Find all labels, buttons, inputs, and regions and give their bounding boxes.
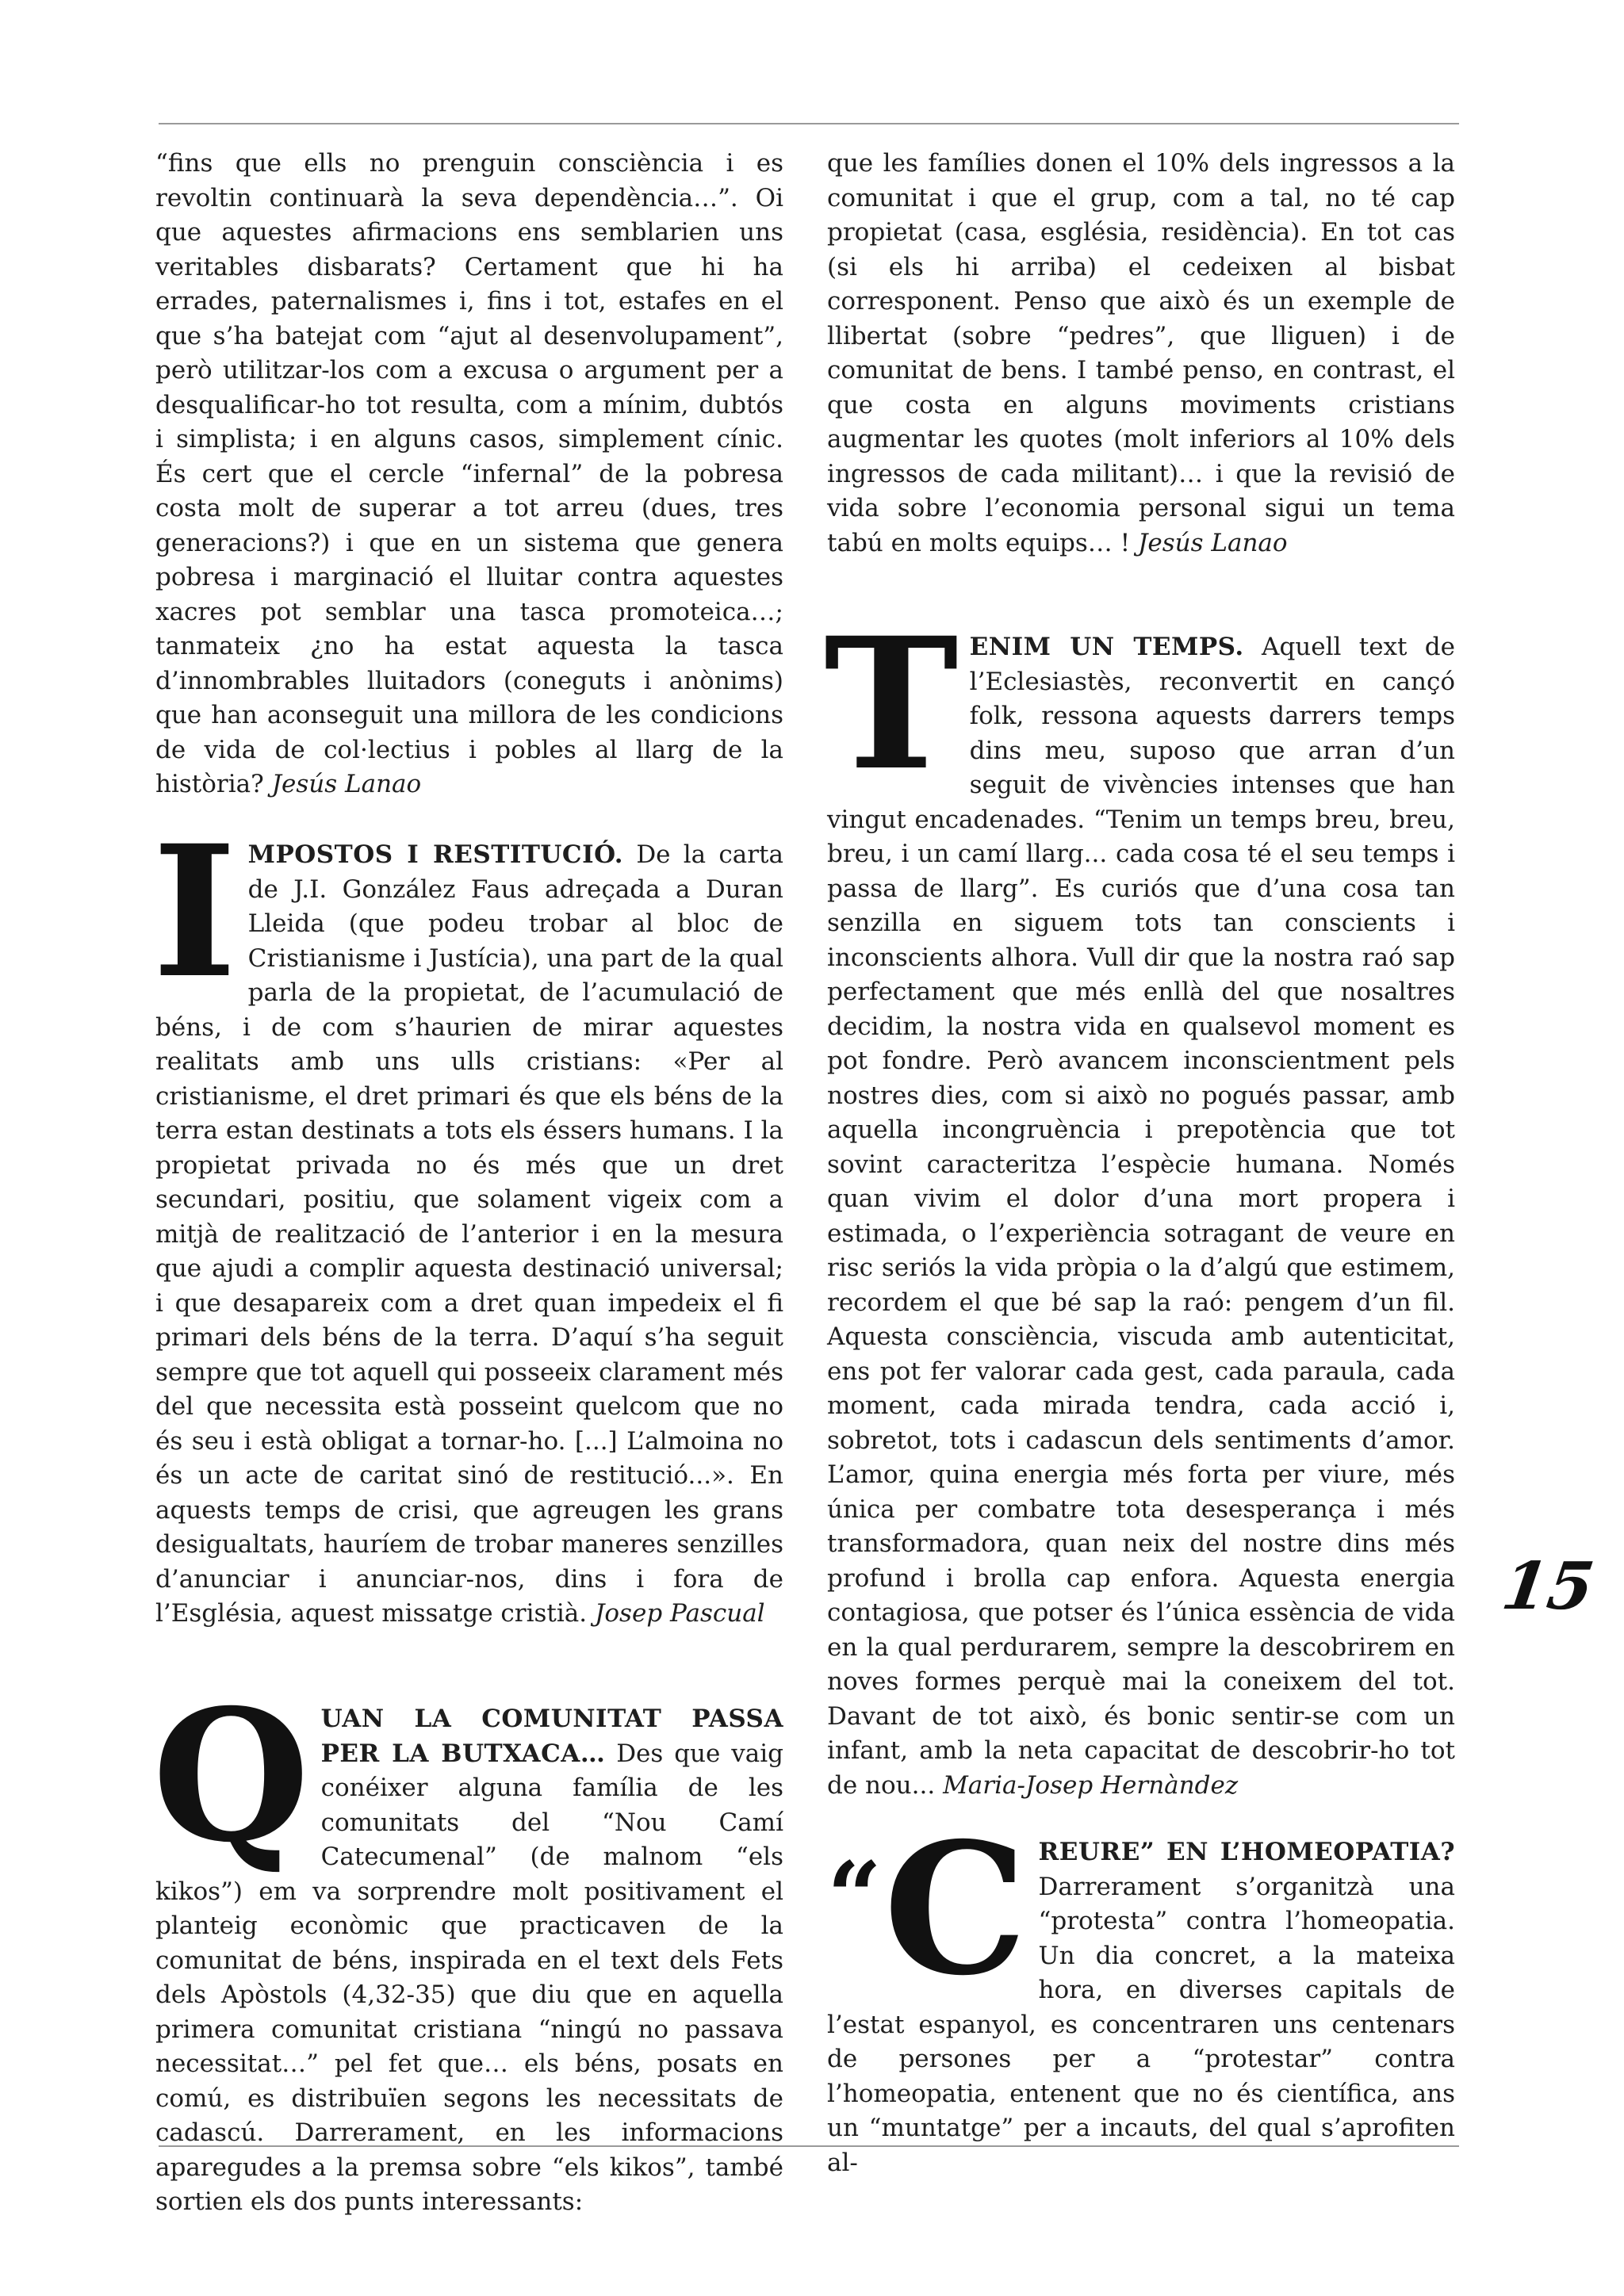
article-heading: ENIM UN TEMPS. xyxy=(969,633,1244,661)
author-signature: Jesús Lanao xyxy=(1137,528,1288,557)
paragraph xyxy=(827,147,1455,561)
author-signature: Jesús Lanao xyxy=(271,770,422,798)
top-rule xyxy=(159,123,1459,124)
author-signature: Josep Pascual xyxy=(594,1599,765,1628)
article-heading: MPOSTOS I RESTITUCIÓ. xyxy=(247,840,624,869)
dropcap-letter: Q xyxy=(152,1670,310,1882)
article-heading: REURE” EN L’HOMEOPATIA? xyxy=(1038,1838,1455,1866)
paragraph-text: Aquell text de l’Eclesiastès, reconvertit en cançó folk, ressona aquests darrers temps dins meu, suposo que arran d’un seguit de vivències intenses que han vingut encadenades. “Tenim un temps breu, breu, breu, i un camí llarg... cada cosa té el seu temps i passa de llarg”. Es curiós que d’una cosa tan senzilla en siguem tots tan conscients i inconscients alhora. Vull dir que la nostra raó sap perfectament que més enllà del que nosaltres decidim, la nostra vida en qualsevol moment es pot fondre. Però avancem inconscientment pels nostres dies, com si això no pogués passar, amb aquella incongruència i prepotència que tot sovint caracteritza l’espècie humana. Només quan vivim el dolor d’una mort propera i estimada, o l’experiència sotragant de veure en risc seriós la vida pròpia o la d’algú que estimem, recordem el que bé sap la raó: pengem d’un fil. Aquesta consciència, viscuda amb autenticitat, ens pot fer valorar cada gest, cada paraula, cada moment, cada mirada tendra, cada acció i, sobretot, tots i cadascun dels sentiments d’amor. L’amor, quina energia més forta per viure, més única per combatre tota desesperança i més transformadora, quan neix del nostre dins més profund i brolla cap enfora. Aquesta energia contagiosa, que potser és l’única essència de vida en la qual perdurarem, sempre la descobrirem en noves formes perquè mai la coneixem del tot. Davant de tot això, és bonic sentir-se com un infant, amb la neta capacitat de descobrir-ho tot de nou... xyxy=(827,633,1455,1800)
paragraph xyxy=(155,838,783,1632)
dropcap-letter: C xyxy=(883,1803,1028,2015)
right-column xyxy=(824,147,1455,2180)
article-quan xyxy=(152,1670,783,2220)
paragraph-text: “fins que ells no prenguin consciència i es revoltin continuarà la seva dependència…”. Oi que aquestes afirmacions ens semblarien uns veritables disbarats? Certament que hi ha errades, paternalismes i, fins i tot, estafes en el que s’ha batejat com “ajut al desenvolupament”, però utilitzar-los com a excusa o argument per a desqualificar-ho tot resulta, com a mínim, dubtós i simplista; i en alguns casos, simplement cínic. És cert que el cercle “infernal” de la pobresa costa molt de superar a tot arreu (dues, tres generacions?) i que en un sistema que genera pobresa i marginació el lluitar contra aquestes xacres pot semblar una tasca promoteica…; tanmateix ¿no ha estat aquesta la tasca d’innombrables lluitadors (coneguts i anònims) que han aconseguit una millora de les condicions de vida de col·lectius i pobles al llarg de la història? xyxy=(155,149,783,798)
article-tenim xyxy=(824,598,1455,1800)
article-heading: UAN LA COMUNITAT PASSA PER LA BUTXACA… xyxy=(320,1705,783,1768)
page-number: 15 xyxy=(1497,1548,1599,1624)
author-signature: Maria-Josep Hernàndez xyxy=(943,1770,1239,1800)
article-intro-continuation xyxy=(155,147,783,798)
paragraph-text: Des que vaig conéixer alguna família de les comunitats del “Nou Camí Catecumenal” (de malnom “els kikos”) em va sorprendre molt positivament el planteig econòmic que practicaven de la comunitat de béns, inspirada en el text dels Fets dels Apòstols (4,32-35) que diu que en aquella primera comunitat cristiana “ningú no passava necessitat…” pel fet que… els béns, posats en comú, es distribuïen segons les necessitats de cadascú. Darrerament, en les informacions aparegudes a la premsa sobre “els kikos”, també sortien els dos punts interessants: xyxy=(155,1739,783,2216)
paragraph-text: De la carta de J.I. González Faus adreçada a Duran Lleida (que podeu trobar al bloc de Cristianisme i Justícia), una part de la qual parla de la propietat, de l’acumulació de béns, i de com s’haurien de mirar aquestes realitats amb uns ulls cristians: «Per al cristianisme, el dret primari és que els béns de la terra estan destinats a tots els éssers humans. I la propietat privada no és més que un dret secundari, positiu, que solament vigeix com a mitjà de realització de l’anterior i en la mesura que ajudi a complir aquesta destinació universal; i que desapareix com a dret quan impedeix el fi primari dels béns de la terra. D’aquí s’ha seguit sempre que tot aquell qui posseeix clarament més del que necessita està posseint quelcom que no és seu i està obligat a tornar-ho. [...] L’almoina no és un acte de caritat sinó de restitució...». En aquests temps de crisi, que agreugen les grans desigualtats, hauríem de trobar maneres senzilles d’anunciar i anunciar-nos, dins i fora de l’Església, aquest missatge cristià. xyxy=(155,840,783,1628)
article-comunitat-continuation xyxy=(827,147,1455,557)
article-impostos xyxy=(152,806,783,1655)
paragraph-text: Darrerament s’organitzà una “protesta” contra l’homeopatia. Un dia concret, a la mateixa hora, en diverses capitals de l’estat espanyol, es concentraren uns centenars de persones per a “protestar” contra l’homeopatia, entenent que no és científica, ans un “muntatge” per a incauts, del qual s’aprofiten al- xyxy=(827,1872,1455,2177)
paragraph xyxy=(155,147,783,802)
paragraph-text: que les famílies donen el 10% dels ingressos a la comunitat i que el grup, com a tal, no té cap propietat (casa, església, residència). En tot cas (si els hi arriba) el cedeixen al bisbat corresponent. Penso que això és un exemple de llibertat (sobre “pedres”, que lliguen) i de comunitat de bens. I també penso, en contrast, el que costa en alguns moviments cristians augmentar les quotes (molt inferiors al 10% dels ingressos de cada militant)… i que la revisió de vida sobre l’economia personal sigui un tema tabú en molts equips… ! xyxy=(827,149,1455,557)
article-creure xyxy=(827,1803,1455,2180)
left-column xyxy=(152,147,783,2220)
dropcap-letter: T xyxy=(824,598,959,810)
open-quote-mark: “ xyxy=(827,1841,883,1953)
bottom-rule xyxy=(159,2145,1459,2147)
dropcap-letter: I xyxy=(152,806,237,1018)
